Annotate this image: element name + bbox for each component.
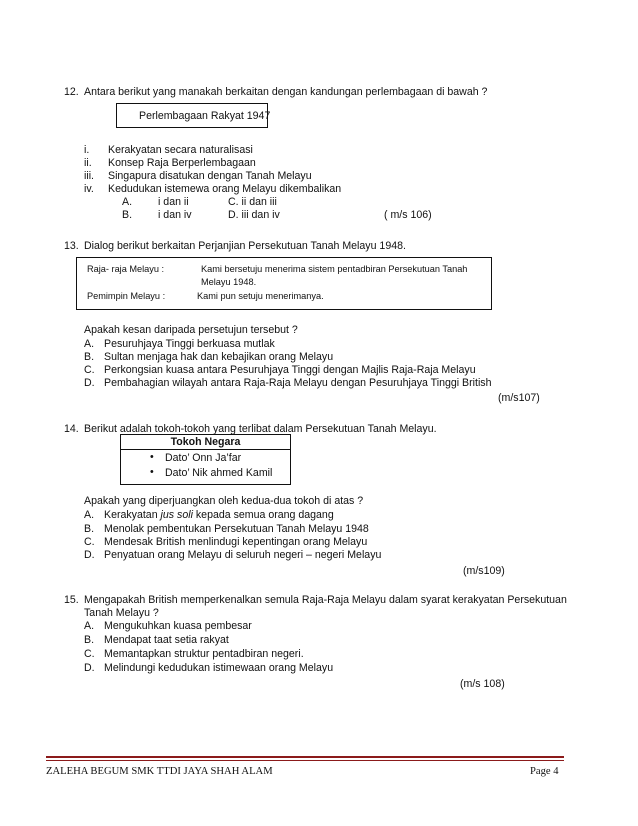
q12-option-b: i dan iv	[158, 209, 192, 221]
q14-option-a-post: kepada semua orang dagang	[192, 509, 334, 521]
q14-option-a-pre: Kerakyatan	[104, 509, 161, 521]
q12-item-2: Konsep Raja Berperlembagaan	[108, 157, 256, 169]
q12-source-text: Perlembagaan Rakyat 1947	[139, 110, 271, 122]
q13-speaker-1: Raja- raja Melayu :	[87, 264, 165, 274]
q15-question-line-2: Tanah Melayu ?	[84, 607, 159, 619]
q14-option-d-letter: D.	[84, 549, 95, 561]
q13-dialog-line-2: Kami pun setuju menerimanya.	[197, 291, 324, 301]
q13-option-a-letter: A.	[84, 338, 95, 350]
q14-option-d: Penyatuan orang Melayu di seluruh negeri – negeri Melayu	[104, 549, 382, 561]
q14-option-a	[104, 509, 334, 522]
q14-number: 14.	[64, 423, 79, 435]
q15-option-c: Memantapkan struktur pentadbiran negeri.	[104, 648, 304, 660]
q12-option-d: D. iii dan iv	[228, 209, 280, 221]
q12-option-a-letter: A.	[122, 196, 133, 208]
q14-option-b: Menolak pembentukan Persekutuan Tanah Melayu 1948	[104, 523, 369, 535]
q13-option-c: Perkongsian kuasa antara Pesuruhjaya Tinggi dengan Majlis Raja-Raja Melayu	[104, 364, 476, 376]
q14-question: Berikut adalah tokoh-tokoh yang terlibat dalam Persekutuan Tanah Melayu.	[84, 423, 437, 435]
q14-option-c-letter: C.	[84, 536, 95, 548]
q13-option-d-letter: D.	[84, 377, 95, 389]
q13-option-b-letter: B.	[84, 351, 95, 363]
q12-option-c: C. ii dan iii	[228, 196, 277, 208]
q15-option-a: Mengukuhkan kuasa pembesar	[104, 620, 252, 632]
q13-option-d: Pembahagian wilayah antara Raja-Raja Melayu dengan Pesuruhjaya Tinggi British	[104, 377, 492, 389]
q15-number: 15.	[64, 594, 79, 606]
q13-prompt: Apakah kesan daripada persetujun tersebut ?	[84, 324, 298, 336]
q15-option-d-letter: D.	[84, 662, 95, 674]
q12-option-b-letter: B.	[122, 209, 133, 221]
q12-source-box	[116, 103, 271, 128]
q12-item-3: Singapura disatukan dengan Tanah Melayu	[108, 170, 312, 182]
q15-question-line-1: Mengapakah British memperkenalkan semula Raja-Raja Melayu dalam syarat kerakyatan Persekutuan	[84, 594, 567, 606]
q14-figure-2: Dato’ Nik ahmed Kamil	[165, 467, 273, 479]
q14-option-a-letter: A.	[84, 509, 95, 521]
footer-author: ZALEHA BEGUM SMK TTDI JAYA SHAH ALAM	[46, 766, 273, 777]
q15-option-a-letter: A.	[84, 620, 95, 632]
q12-question: Antara berikut yang manakah berkaitan dengan kandungan perlembagaan di bawah ?	[84, 86, 488, 98]
q15-option-b: Mendapat taat setia rakyat	[104, 634, 229, 646]
q13-dialog-line-1a: Kami bersetuju menerima sistem pentadbiran Persekutuan Tanah	[201, 264, 468, 274]
q12-roman-1: i.	[84, 144, 90, 156]
q13-page-ref: (m/s107)	[498, 392, 540, 404]
q12-roman-4: iv.	[84, 183, 94, 195]
q14-bullet-1: •	[150, 451, 154, 463]
q14-page-ref: (m/s109)	[463, 565, 505, 577]
q14-figure-1: Dato’ Onn Ja’far	[165, 452, 242, 464]
footer-divider-thick	[46, 756, 564, 758]
q15-option-b-letter: B.	[84, 634, 95, 646]
q15-page-ref: (m/s 108)	[460, 678, 505, 690]
q15-option-c-letter: C.	[84, 648, 95, 660]
q12-item-1: Kerakyatan secara naturalisasi	[108, 144, 253, 156]
q13-option-a: Pesuruhjaya Tinggi berkuasa mutlak	[104, 338, 275, 350]
q13-number: 13.	[64, 240, 79, 252]
q14-table-header: Tokoh Negara	[121, 435, 290, 450]
q12-number: 12.	[64, 86, 79, 98]
q13-dialog-box	[76, 257, 492, 310]
q15-option-d: Melindungi kedudukan istimewaan orang Melayu	[104, 662, 334, 674]
footer-divider-thin	[46, 760, 564, 761]
q14-option-a-italic: jus soli	[160, 509, 193, 521]
q13-dialog-line-1b: Melayu 1948.	[201, 277, 257, 287]
q13-option-c-letter: C.	[84, 364, 95, 376]
q12-item-4: Kedudukan istemewa orang Melayu dikembalikan	[108, 183, 342, 195]
q12-roman-3: iii.	[84, 170, 95, 182]
page-number: Page 4	[530, 766, 559, 777]
q14-bullet-2: •	[150, 466, 154, 478]
q13-question: Dialog berikut berkaitan Perjanjian Persekutuan Tanah Melayu 1948.	[84, 240, 406, 252]
q14-prompt: Apakah yang diperjuangkan oleh kedua-dua tokoh di atas ?	[84, 495, 364, 507]
q12-option-a: i dan ii	[158, 196, 189, 208]
q12-page-ref: ( m/s 106)	[384, 209, 432, 221]
q12-roman-2: ii.	[84, 157, 92, 169]
q14-option-c: Mendesak British menlindugi kepentingan orang Melayu	[104, 536, 368, 548]
q13-option-b: Sultan menjaga hak dan kebajikan orang Melayu	[104, 351, 334, 363]
q14-option-b-letter: B.	[84, 523, 95, 535]
q13-speaker-2: Pemimpin Melayu :	[87, 291, 166, 301]
